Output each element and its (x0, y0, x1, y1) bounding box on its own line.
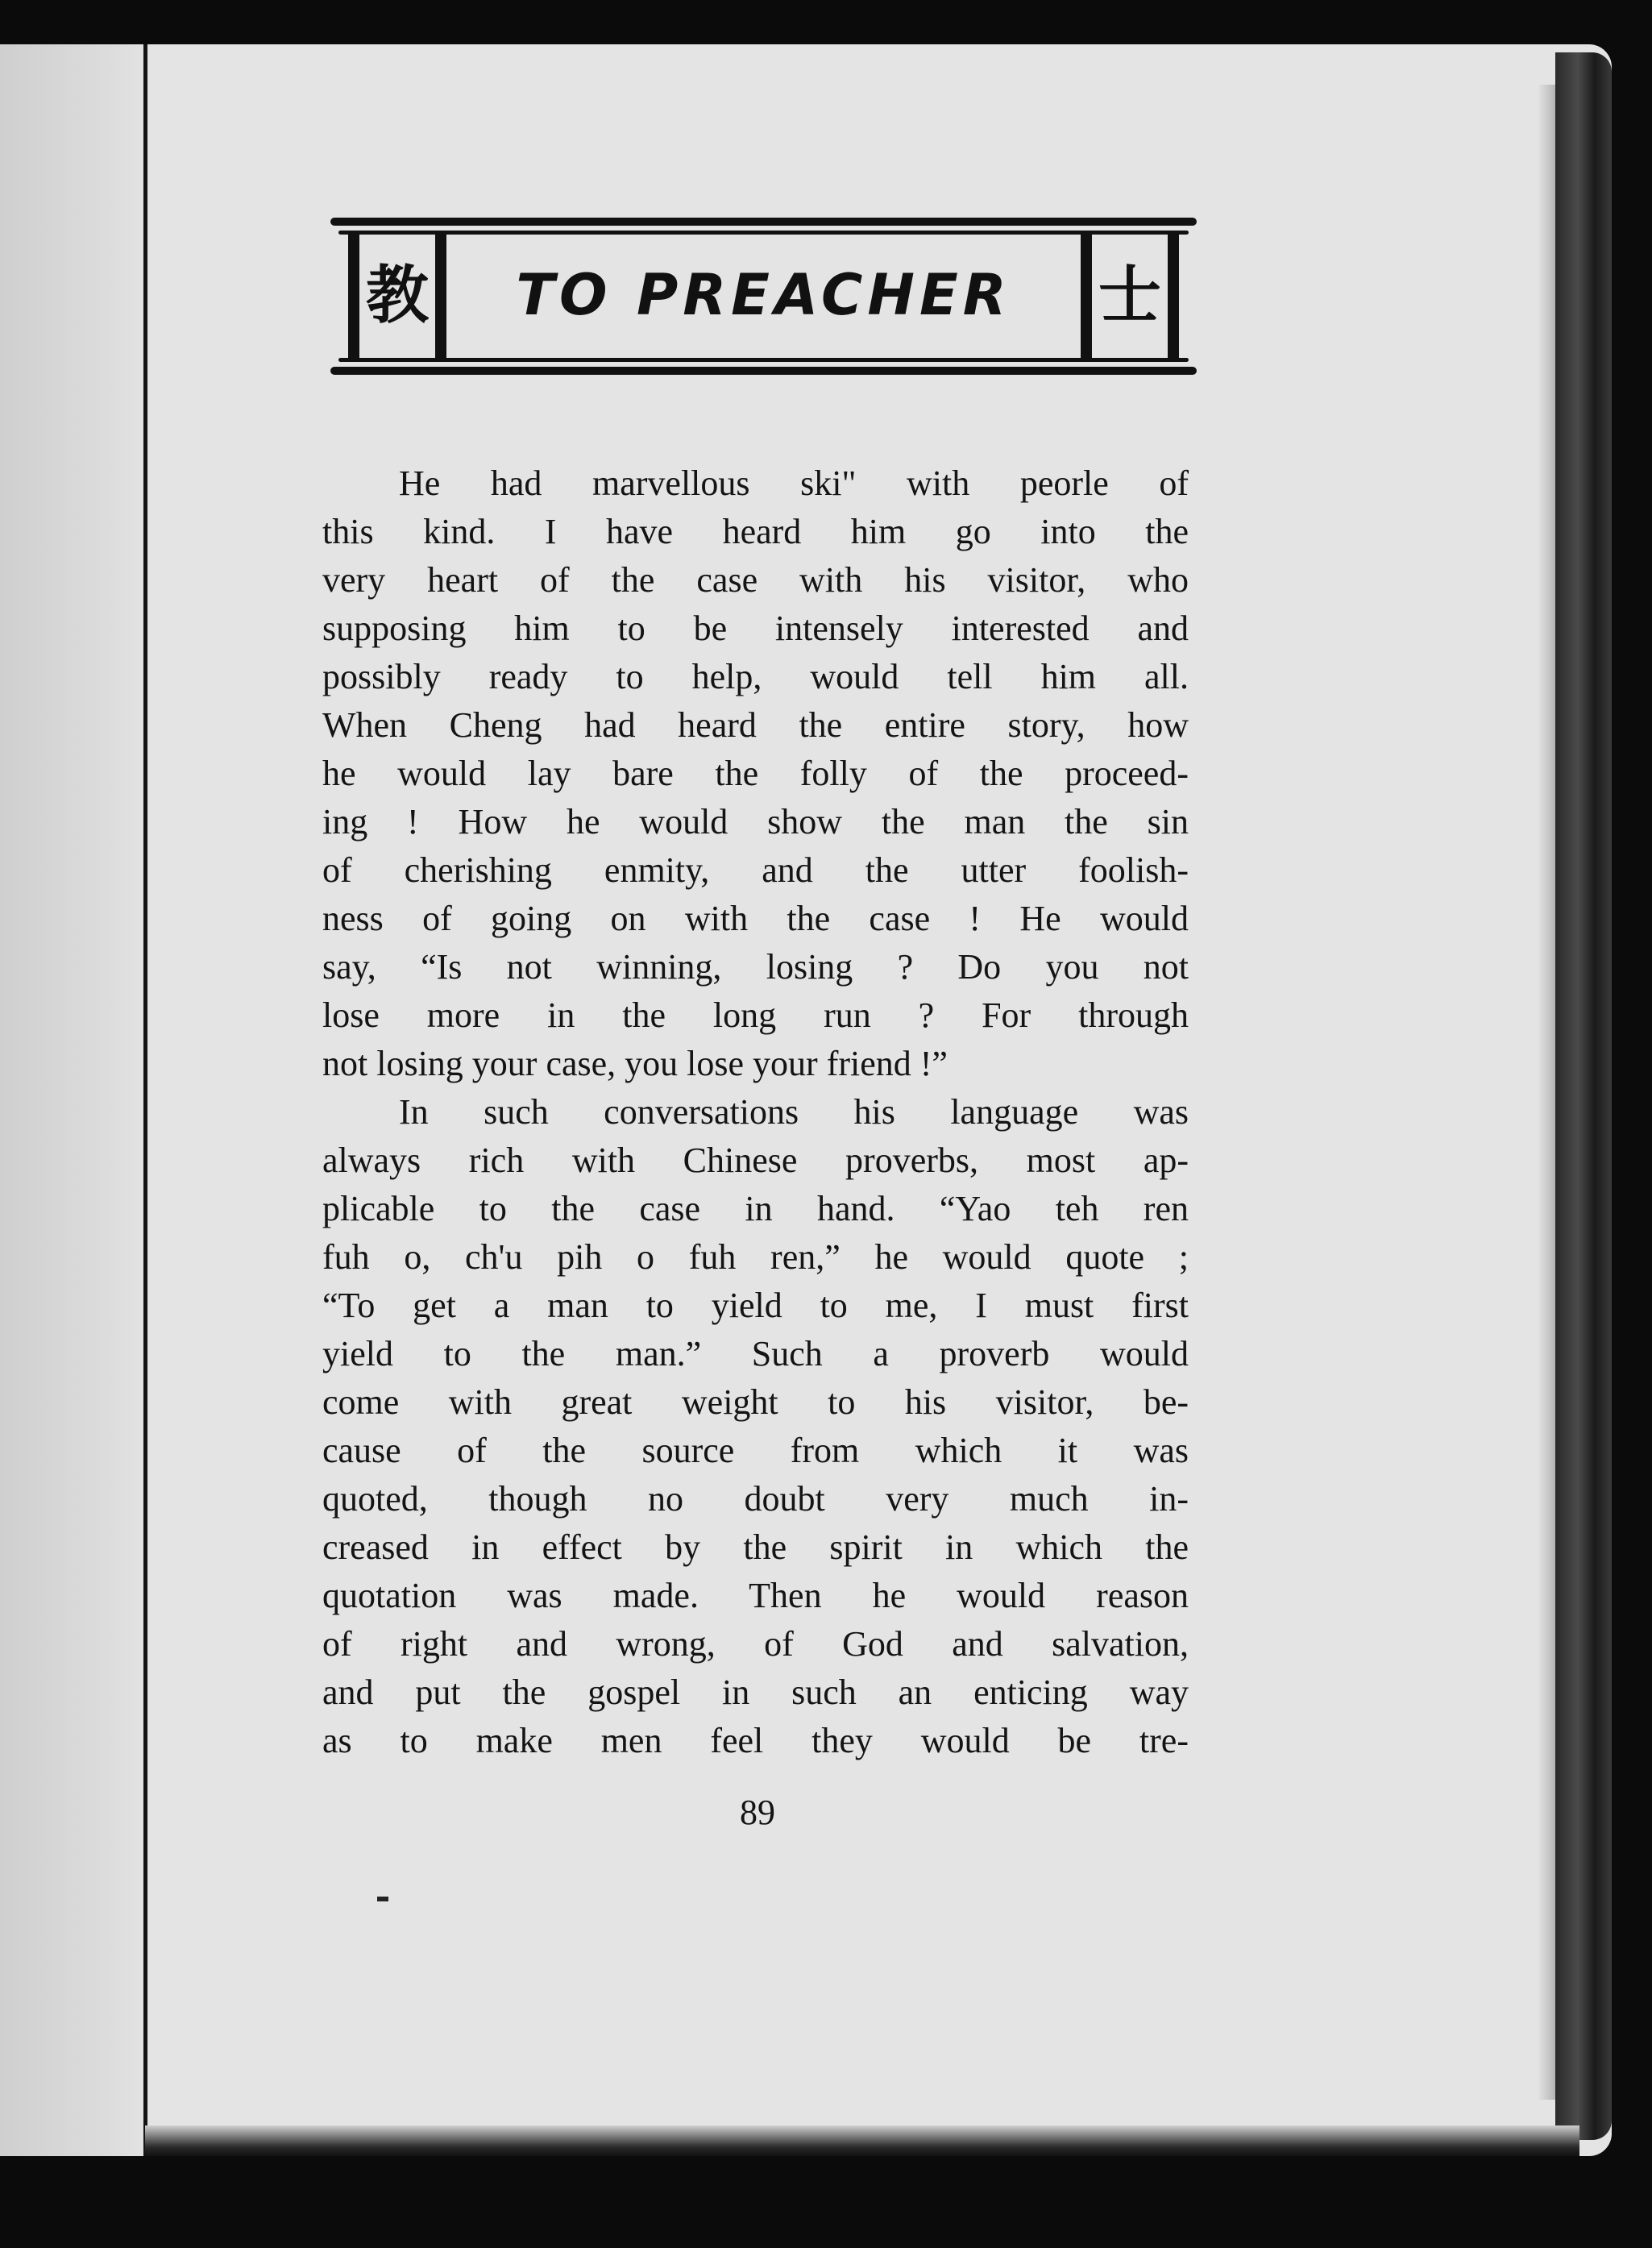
banner-post (348, 234, 359, 359)
text-line: plicable to the case in hand. “Yao teh ren (322, 1189, 1189, 1228)
text-line: and put the gospel in such an enticing way (322, 1672, 1189, 1712)
text-line: When Cheng had heard the entire story, how (322, 705, 1189, 745)
page-right-edge (1555, 52, 1612, 2140)
text-line: quoted, though no doubt very much in- (322, 1479, 1189, 1519)
page-bottom-edge (145, 2125, 1579, 2156)
text-line: He had marvellous ski" with peorle of (399, 463, 1189, 503)
text-line: always rich with Chinese proverbs, most ap- (322, 1141, 1189, 1180)
text-line: possibly ready to help, would tell him all. (322, 657, 1189, 696)
text-line: very heart of the case with his visitor, who (322, 560, 1189, 600)
banner-rule-bottom (330, 367, 1197, 375)
banner-post (1168, 234, 1179, 359)
body-text (322, 459, 1189, 1765)
banner-post (435, 234, 446, 359)
text-line: cause of the source from which it was (322, 1431, 1189, 1470)
banner-rule-bottom-inner (338, 358, 1189, 362)
chapter-title: TO PREACHER (516, 262, 1011, 328)
banner-rule-top (330, 218, 1197, 226)
header-chinese-glyph-right: 士 (1098, 260, 1161, 332)
binding-line (143, 44, 147, 2156)
text-line: as to make men feel they would be tre- (322, 1721, 1189, 1760)
text-line: supposing him to be intensely interested and (322, 609, 1189, 648)
text-line: ness of going on with the case ! He would (322, 899, 1189, 938)
text-line: fuh o, ch'u pih o fuh ren,” he would quote ; (322, 1237, 1189, 1277)
text-line: “To get a man to yield to me, I must first (322, 1286, 1189, 1325)
page-number: 89 (740, 1793, 775, 1832)
text-line: creased in effect by the spirit in which the (322, 1527, 1189, 1567)
text-line: yield to the man.” Such a proverb would (322, 1334, 1189, 1373)
text-line: he would lay bare the folly of the proceed- (322, 754, 1189, 793)
banner-post (1081, 234, 1092, 359)
chapter-header-banner (330, 218, 1197, 375)
text-line: come with great weight to his visitor, be- (322, 1382, 1189, 1422)
text-line: In such conversations his language was (399, 1092, 1189, 1132)
page-gutter (0, 44, 153, 2156)
header-chinese-glyph-left: 教 (365, 260, 429, 332)
text-line: of right and wrong, of God and salvation, (322, 1624, 1189, 1664)
book-page (0, 44, 1612, 2156)
text-line: not losing your case, you lose your friend !” (322, 1044, 948, 1083)
text-line: say, “Is not winning, losing ? Do you not (322, 947, 1189, 987)
text-line: of cherishing enmity, and the utter foolish- (322, 850, 1189, 890)
banner-rule-top-inner (338, 231, 1189, 235)
text-line: this kind. I have heard him go into the (322, 512, 1189, 551)
print-mark (377, 1897, 388, 1901)
text-line: lose more in the long run ? For through (322, 995, 1189, 1035)
text-line: quotation was made. Then he would reason (322, 1576, 1189, 1615)
text-line: ing ! How he would show the man the sin (322, 802, 1189, 841)
